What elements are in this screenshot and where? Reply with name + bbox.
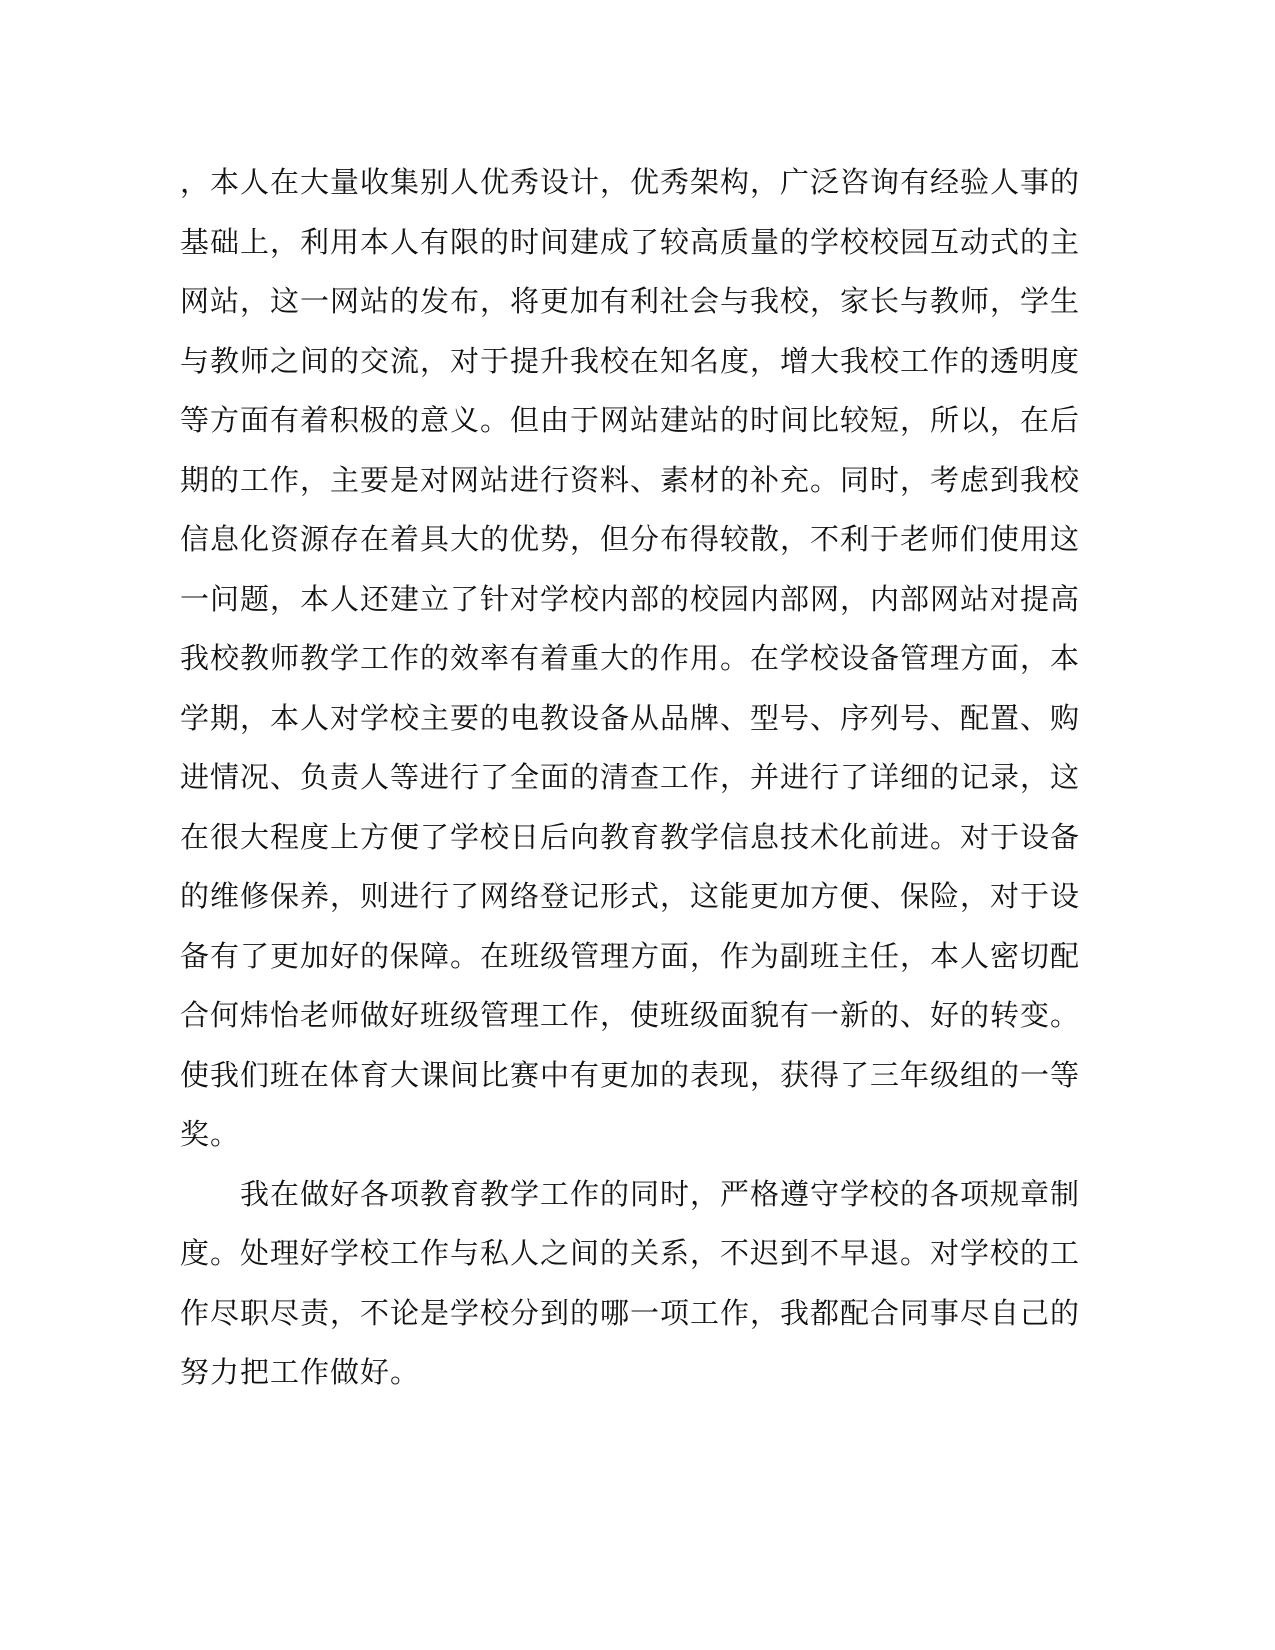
- text-line: 合何炜怡老师做好班级管理工作，使班级面貌有一新的、好的转变。: [180, 998, 1081, 1032]
- text-line: 网站，这一网站的发布，将更加有利社会与我校，家长与教师，学生: [180, 284, 1081, 318]
- paragraph-2: [180, 1172, 1081, 1410]
- text-line: 与教师之间的交流，对于提升我校在知名度，增大我校工作的透明度: [180, 343, 1081, 378]
- text-line: 等方面有着积极的意义。但由于网站建站的时间比较短，所以，在后: [180, 403, 1081, 437]
- text-line: 我在做好各项教育教学工作的同时，严格遵守学校的各项规章制: [180, 1176, 1081, 1211]
- text-line: 进情况、负责人等进行了全面的清查工作，并进行了详细的记录，这: [180, 760, 1081, 794]
- text-line: 在很大程度上方便了学校日后向教育教学信息技术化前进。对于设备: [180, 819, 1081, 854]
- text-line: 度。处理好学校工作与私人之间的关系，不迟到不早退。对学校的工: [180, 1236, 1081, 1270]
- text-line: 使我们班在体育大课间比赛中有更加的表现，获得了三年级组的一等: [180, 1057, 1081, 1092]
- text-line: ，本人在大量收集别人优秀设计，优秀架构，广泛咨询有经验人事的: [180, 165, 1081, 199]
- paragraph-1: [180, 160, 1081, 1172]
- text-line: 信息化资源存在着具大的优势，但分布得较散，不利于老师们使用这: [180, 522, 1081, 556]
- text-line: 奖。: [180, 1117, 241, 1151]
- text-line: 我校教师教学工作的效率有着重大的作用。在学校设备管理方面，本: [180, 641, 1081, 675]
- text-line: 一问题，本人还建立了针对学校内部的校园内部网，内部网站对提高: [180, 581, 1081, 616]
- text-line: 作尽职尽责，不论是学校分到的哪一项工作，我都配合同事尽自己的: [180, 1295, 1081, 1330]
- text-line: 期的工作，主要是对网站进行资料、素材的补充。同时，考虑到我校: [180, 462, 1081, 497]
- text-line: 的维修保养，则进行了网络登记形式，这能更加方便、保险，对于设: [180, 879, 1081, 913]
- body-text: [180, 160, 1081, 1410]
- text-line: 备有了更加好的保障。在班级管理方面，作为副班主任，本人密切配: [180, 938, 1081, 973]
- text-line: 学期，本人对学校主要的电教设备从品牌、型号、序列号、配置、购: [180, 700, 1081, 735]
- text-line: 基础上，利用本人有限的时间建成了较高质量的学校校园互动式的主: [180, 224, 1081, 259]
- text-line: 努力把工作做好。: [180, 1355, 421, 1389]
